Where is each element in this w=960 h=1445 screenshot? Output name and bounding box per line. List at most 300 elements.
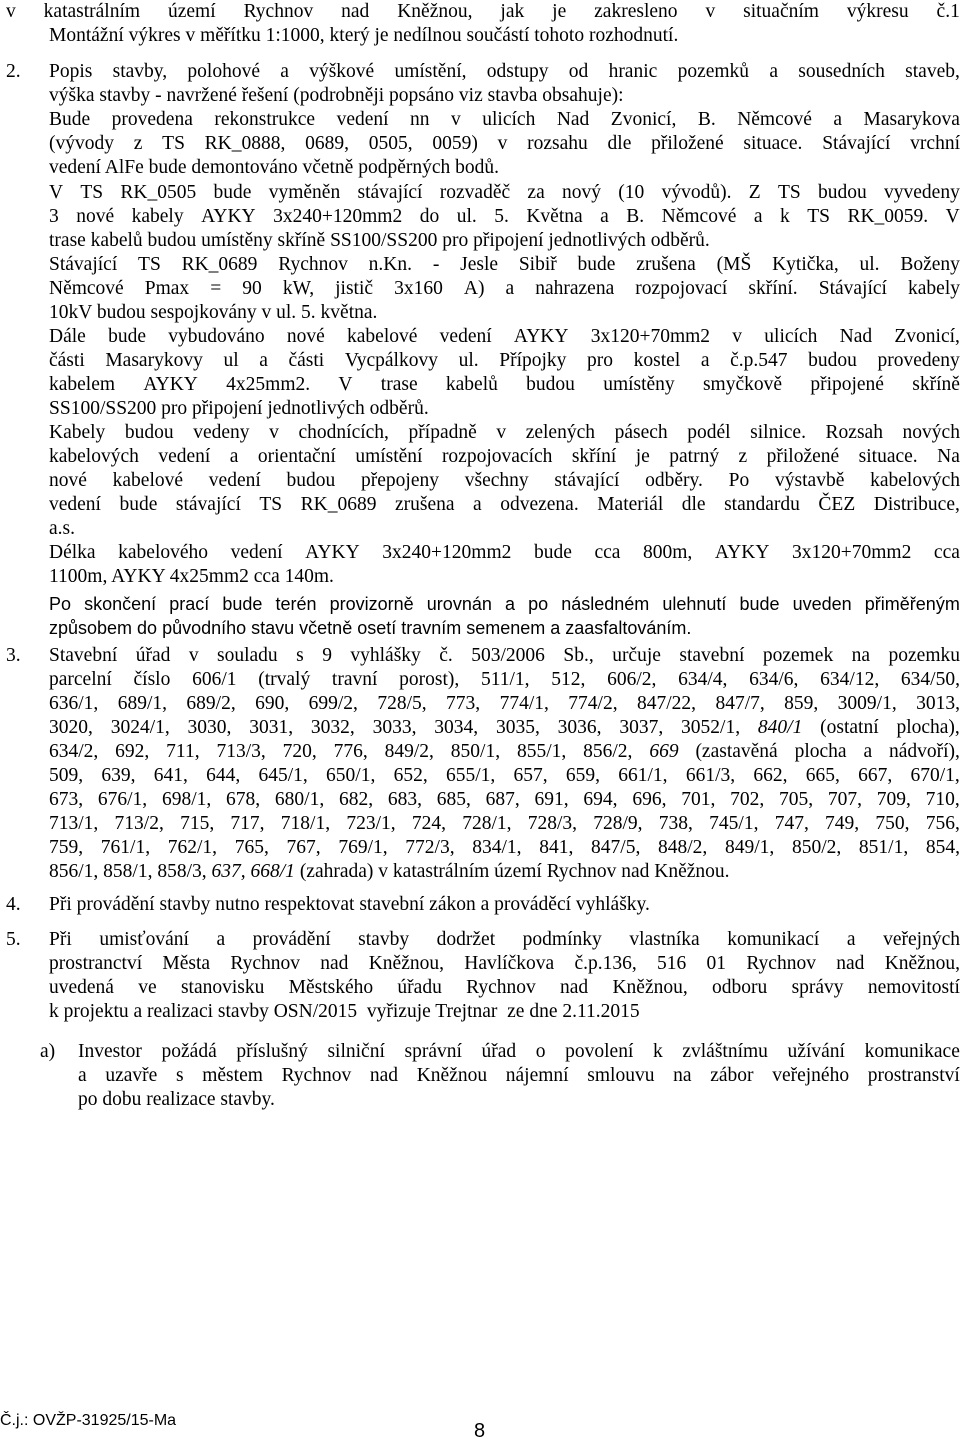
text-word: TS [80,182,104,203]
text-word: B. [697,109,716,130]
text-word: je [635,446,650,467]
text-word: Pmax [144,278,190,299]
text-word: 634/2, [49,741,99,762]
text-word: rozpojovací [635,278,728,299]
text-line [49,616,960,640]
text-word: 634/6, [749,669,799,690]
text-word: 645/1, [258,765,308,786]
text-word: (zastavěná [695,741,778,762]
text-word: nový [562,182,602,203]
text-segment: způsobem do původního stavu včetně osetí travním semenem a zaasfaltováním. [49,618,692,638]
text-word: 849/1, [724,837,775,858]
text-word: jak [500,1,525,22]
text-word: 696, [632,789,667,810]
text-word: v [705,1,716,22]
text-word: bude [213,182,252,203]
text-word: odstupy [486,61,549,82]
text-segment: 10kV budou sespojkovány v ul. 5. května. [49,302,378,323]
text-word: 705, [778,789,814,810]
text-word: RK_0505 [120,182,197,203]
text-word: odboru [712,977,768,998]
text-word: 659, [565,765,601,786]
text-word: užívání [787,1041,845,1062]
text-word: 3033, [372,717,417,738]
text-word: všechny [464,470,529,491]
text-word: 759, [49,837,84,858]
text-word: vyměněn [268,182,341,203]
text-word: 710, [925,789,960,810]
text-word: 3031, [249,717,294,738]
text-word: RK_0689 [181,254,258,275]
text-word: 3x160 [394,278,443,299]
text-word: kabely [908,278,960,299]
text-word: 855/1, [516,741,567,762]
text-word: 692, [115,741,150,762]
text-word: kW, [282,278,315,299]
text-word: připojené [810,374,884,395]
text-word: v [732,326,743,347]
text-word: a [473,494,482,515]
text-word: 3035, [495,717,540,738]
text-line [6,644,21,668]
text-word: trase [380,374,418,395]
text-word: TS [807,206,830,227]
text-word: kabelem [49,374,116,395]
text-line [49,764,960,788]
text-word: silniční [327,1041,385,1062]
text-word: 711, [166,741,200,762]
text-word: nové [76,206,115,227]
page-number: 8 [474,1420,486,1442]
text-word: 689/2, [186,693,236,714]
text-word: 665, [805,765,840,786]
text-word: 724, [411,813,446,834]
text-line [49,349,960,373]
text-word: případně [408,422,477,443]
text-word: 691, [534,789,569,810]
text-word: chodnících, [298,422,389,443]
text-word: vedení [208,470,261,491]
text-word: provádění [252,929,331,950]
text-word: standardu [724,494,800,515]
text-word: pozemku [888,645,960,666]
text-word: do [419,206,440,227]
text-word: 854, [925,837,960,858]
text-line [40,1040,55,1064]
text-word: Stavební [49,645,118,666]
text-word: 713/1, [49,813,99,834]
text-word: vývodů). [661,182,732,203]
text-word: Na [937,446,960,467]
text-word: 9 [322,645,332,666]
text-line [49,976,960,1000]
text-word: 639, [101,765,136,786]
text-word: uvedená [49,977,114,998]
text-line [49,716,960,740]
text-word: Kněžnou, [397,1,473,22]
text-line [49,421,960,445]
text-word: RK_0888, [204,133,286,154]
text-word: č.p.547 [730,350,788,371]
text-word: provedeny [877,350,960,371]
text-word: Po [49,594,72,614]
text-word: komunikací [727,929,820,950]
text-word: Havlíčkova [464,953,555,974]
text-word: polohové [187,61,260,82]
text-word: Kněžnou, [612,977,688,998]
text-word: a [863,741,873,762]
text-word: Sibiř [518,254,557,275]
text-segment: výška stavby - navržené řešení (podrobněji popsáno viz stavba obsahuje): [49,85,624,106]
text-word: (vývody [49,133,114,154]
text-word: 800m, [643,542,693,563]
text-word: 761/1, [100,837,151,858]
text-line [78,1064,960,1088]
text-word: plocha [794,741,847,762]
text-word: zrušena [394,494,455,515]
text-word: vedení [439,326,492,347]
text-line [49,253,960,277]
text-line [49,277,960,301]
text-word: budou [286,470,336,491]
text-word: bude [577,254,616,275]
text-word: 3020, [49,717,93,738]
text-word: 0059) [432,133,478,154]
text-line [49,84,960,108]
text-word: Při [49,929,72,950]
text-word: 848/2, [658,837,708,858]
text-word: 718/1, [280,813,331,834]
text-word: nádvoří), [888,741,960,762]
text-word: v [497,133,508,154]
text-word: 90 [242,278,262,299]
text-word: prostranství [867,1065,960,1086]
text-word: situace. [743,133,803,154]
text-word: zrušena [636,254,696,275]
text-word: stavby [358,929,410,950]
text-word: 3030, [187,717,232,738]
text-word: 847/22, [636,693,697,714]
text-word: AYKY [305,542,360,563]
text-word: staveb, [905,61,960,82]
text-word: k [779,206,790,227]
text-word: kabelového [118,542,209,563]
text-word: 680/1, [274,789,325,810]
text-word: 655/1, [445,765,496,786]
text-word: výškové [309,61,375,82]
text-word: RK_0689 [300,494,377,515]
text-word: budou [124,422,174,443]
text-word: - [432,254,440,275]
text-word: parcelní [49,669,112,690]
text-word: terén [275,594,317,614]
text-word: z [738,446,748,467]
text-word: Května [526,206,583,227]
text-word: a [229,446,239,467]
text-word: nn [410,109,430,130]
text-line [49,301,960,325]
text-word: 713/3, [216,741,266,762]
text-word: TS [777,182,801,203]
text-word: přepojeny [361,470,440,491]
text-word: 512, [551,669,586,690]
text-segment: Při provádění stavby nutno respektovat stavební zákon a prováděcí vyhlášky. [49,894,650,915]
text-word: Bude [49,109,91,130]
text-word: a [600,206,609,227]
text-word: z [133,133,143,154]
text-segment: 3. [6,645,21,666]
text-word: a [846,929,856,950]
text-word: 851/1, [858,837,909,858]
text-word: zvláštnímu [682,1041,768,1062]
text-word: je [552,1,567,22]
text-word: a [700,350,710,371]
text-word: 685, [436,789,471,810]
text-word: katastrálním [43,1,141,22]
text-word: části [288,350,325,371]
text-segment: 5. [6,929,21,950]
text-word: podmínky [522,929,602,950]
text-word: 687, [485,789,520,810]
text-word: 503/2006 [471,645,545,666]
reference-number: Č.j.: OVŽP-31925/15-Ma [0,1412,177,1429]
text-word: po [528,594,549,614]
text-word: 765, [234,837,269,858]
text-line [49,181,960,205]
text-word: 859, [784,693,819,714]
text-word: umisťování [99,929,189,950]
text-word: AYKY [513,326,569,347]
text-word: a [753,206,763,227]
text-word: kabelových [870,470,960,491]
text-word: 511/1, [480,669,530,690]
text-word: 698/1, [161,789,212,810]
text-word: 690, [255,693,290,714]
text-word: Nad [556,109,590,130]
text-word: 0505, [368,133,413,154]
text-word: v [188,645,199,666]
text-word: TS [259,494,283,515]
text-word: vedení [158,446,211,467]
text-segment: SS100/SS200 pro připojení jednotlivých odběrů. [49,398,429,419]
text-line [49,445,960,469]
text-line [49,325,960,349]
text-word: budou [808,350,857,371]
text-line [49,893,960,917]
text-word: 678, [226,789,261,810]
text-word: Kněžnou, [884,953,960,974]
text-segment: a) [40,1041,56,1062]
text-line [49,644,960,668]
text-word: stávající [175,494,241,515]
text-word: výstavbě [775,470,845,491]
text-word: 3036, [557,717,602,738]
text-word: 606/2, [607,669,657,690]
text-word: vyhlášky [350,645,421,666]
text-word: Kytička, [772,254,839,275]
text-segment: k projektu a realizaci stavby OSN/2015 vyřizuje Trejtnar ze dne 2.11.2015 [49,1001,640,1022]
text-word: rozpojovacích [441,446,553,467]
text-word: v [496,422,507,443]
text-word: na [673,1065,692,1086]
text-word: 3x240+120mm2 [273,206,403,227]
text-word: Němcové [49,278,124,299]
text-word: stanovisku [180,977,265,998]
text-line [49,493,960,517]
text-word: výkresu [846,1,909,22]
text-word: od [568,61,589,82]
text-line [49,373,960,397]
text-word: kostel [633,350,681,371]
text-word: 738, [658,813,693,834]
text-line [6,0,960,24]
text-line [49,565,960,589]
text-word: 750, [875,813,910,834]
text-word: 707, [827,789,862,810]
text-line [49,860,960,884]
text-word: vlastníka [629,929,700,950]
text-segment: Montážní výkres v měřítku 1:1000, který je nedílnou součástí tohoto rozhodnutí. [49,25,679,46]
text-word: 689/1, [117,693,167,714]
text-word: uzavře [105,1065,158,1086]
text-word: 747, [774,813,809,834]
text-word: 01 [706,953,727,974]
text-word: části [49,350,85,371]
text-word: budou [817,182,867,203]
text-word: orientační [257,446,336,467]
text-word: 774/2, [568,693,618,714]
text-word: prací [169,594,210,614]
text-word: dle [607,133,632,154]
text-word: 3009/1, [837,693,897,714]
text-word: B. [626,206,645,227]
text-word: Zvonicí, [894,326,960,347]
text-word: smyčkově [702,374,783,395]
text-word: bude [108,326,146,347]
text-word: Popis [49,61,93,82]
text-word: 834/1, [472,837,522,858]
text-word: příslušný [236,1041,308,1062]
text-word: bude [222,594,263,614]
text-word: 683, [387,789,422,810]
text-word: ul. [458,350,479,371]
text-line [49,24,960,48]
text-word: 606/1 [192,669,237,690]
text-word: AYKY [201,206,256,227]
text-word: 767, [286,837,321,858]
text-word: a [78,1065,87,1086]
text-word: Rozsah [825,422,883,443]
text-word: nových [902,422,960,443]
text-segment: 1100m, AYKY 4x25mm2 cca 140m. [49,566,334,587]
text-word: pásech [614,422,668,443]
text-word: ul [223,350,239,371]
text-word: Masarykova [863,109,960,130]
text-line [49,469,960,493]
text-word: správy [791,977,844,998]
text-word: (trvalý [258,669,311,690]
text-word: kabely [131,206,184,227]
text-word: stavby, [112,61,168,82]
text-word: Rychnov [230,953,300,974]
text-word: 3024/1, [110,717,170,738]
text-word: zakresleno [594,1,678,22]
text-word: vedení [230,542,283,563]
text-word: 728/5, [377,693,427,714]
text-word: č. [439,645,453,666]
text-word: nad [369,1065,399,1086]
text-word: 3x120+70mm2 [792,542,912,563]
text-word: 3x240+120mm2 [382,542,512,563]
text-word: bude [119,494,158,515]
text-word: 662, [753,765,788,786]
text-word: 762/1, [167,837,218,858]
text-line [49,229,960,253]
text-word: 745/1, [709,813,759,834]
text-line [49,541,960,565]
text-word: veřejných [883,929,960,950]
text-word: 3037, [619,717,664,738]
text-word: RK_0059. [847,206,929,227]
text-word: číslo [133,669,171,690]
text-word: provizorně [329,594,414,614]
text-word: 641, [153,765,188,786]
text-word: situace. [858,446,918,467]
text-line [49,205,960,229]
text-word: Z [748,182,761,203]
text-word: 682, [338,789,374,810]
text-word: a [259,350,268,371]
text-word: 5. [494,206,509,227]
text-word: 772/3, [405,837,455,858]
text-word: nové [286,326,325,347]
text-word: 769/1, [338,837,388,858]
text-word: nad [836,953,865,974]
text-word: k [653,1041,663,1062]
text-word: 516 [657,953,687,974]
text-word: ulicích [764,326,818,347]
text-word: 849/2, [384,741,434,762]
text-word: A) [463,278,485,299]
text-word: vedení [336,109,389,130]
text-word: 776, [333,741,368,762]
text-segment: trase kabelů budou umístěny skříně SS100/SS200 pro připojení jednotlivých odběrů. [49,230,710,251]
text-word: za [527,182,545,203]
text-line [49,928,960,952]
text-word: budou [526,374,575,395]
text-word: dodržet [436,929,496,950]
text-word: jistič [335,278,374,299]
text-word: 657, [513,765,548,786]
text-word: situačním [743,1,819,22]
text-word: vybudováno [168,326,265,347]
text-word: Rychnov [243,1,314,22]
text-word: silnice. [750,422,806,443]
text-word: Rychnov [278,254,348,275]
text-word: TS [138,254,161,275]
text-segment: po dobu realizace stavby. [78,1089,275,1110]
text-word: Stávající [49,254,118,275]
text-word: Po [728,470,750,491]
text-word: v [451,109,461,130]
text-word: 673, [49,789,84,810]
text-word: provedena [111,109,193,130]
text-word: 713/2, [114,813,164,834]
text-word: 723/1, [346,813,396,834]
text-word: rekonstrukce [214,109,316,130]
text-word: 652, [393,765,428,786]
text-line [78,1088,960,1112]
